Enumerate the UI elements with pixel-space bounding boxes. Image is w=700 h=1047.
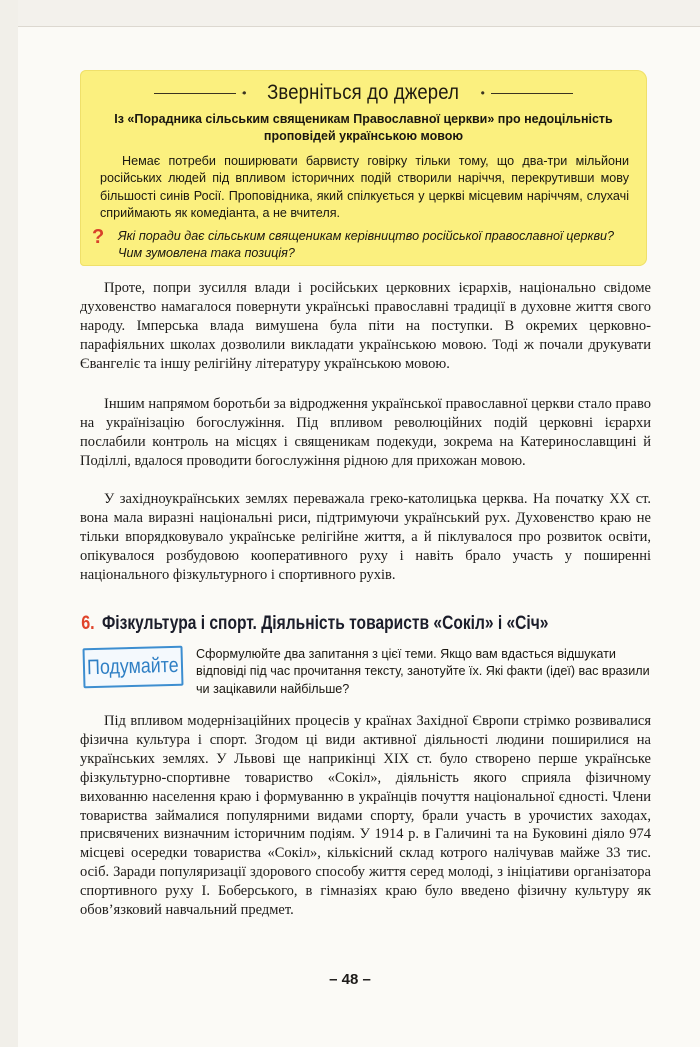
- page-left-edge: [0, 0, 18, 1047]
- think-badge-label: Подумайте: [86, 653, 180, 680]
- page-top-edge: [0, 0, 700, 27]
- header-dot-icon: •: [480, 86, 485, 100]
- section-number: 6.: [81, 613, 95, 634]
- paragraph-4: Під впливом модернізаційних процесів у країнах Західної Європи стрімко розвивалися фізична культура і спорт. Згодом ці види активної діяльності людини поширилися на українських землях. У Львові ще наприкінці ХІХ ст. було створено перше українське фізкультурно-спортивне товариство «Сокіл», діяльність якого сприяла фізичному вихованню населення краю і формуванню в українців почуття національної єдності. Члени товариства займалися популярними видами спорту, брали участь в урочистих заходах, присвячених визначним історичним подіям. У 1914 р. в Галичині та на Буковині діяло 974 місцеві осередки товариства «Сокіл», кількісний склад котрого налічував майже 33 тис. осіб. Заради популяризації здорового способу життя серед молоді, з ініціативи організатора спортивного руху І. Боберського, в гімназіях краю було введено фізичну культуру як обов’язковий навчальний предмет.: [80, 713, 651, 919]
- header-rule-right: [491, 93, 573, 94]
- paragraph-1: Проте, попри зусилля влади і російських церковних ієрархів, національно свідоме духовенство намагалося повернути українські православні традиції в духовне життя свого народу. Імперська влада вимушена була піти на поступки. В окремих церковно-парафіяльних школах дозволили викладати українською мовою. Тоді ж почали друкувати Євангеліє та іншу релігійну літературу українською мовою.: [80, 280, 651, 372]
- think-text: Сформулюйте два запитання з цієї теми. Якщо вам вдасться відшукати відповіді під час прочитання тексту, занотуйте їх. Які факти (ідеї) вас вразили чи зацікавили найбільше?: [196, 647, 650, 696]
- source-subtitle: Із «Порадника сільським священикам Православної церкви» про недоцільність проповідей українською мовою: [114, 112, 613, 143]
- source-title: Зверніться до джерел: [267, 81, 460, 104]
- header-dot-icon: •ּ: [242, 86, 247, 100]
- section-title: Фізкультура і спорт. Діяльність товариств «Сокіл» і «Січ»: [101, 613, 549, 634]
- section-heading: [80, 611, 660, 637]
- source-header: [80, 78, 647, 108]
- source-question: Які поради дає сільським священикам керівництво російської православної церкви? Чим зумовлена така позиція?: [118, 229, 615, 260]
- source-box: [80, 70, 647, 266]
- think-badge: [82, 646, 183, 689]
- paragraph-2: Іншим напрямом боротьби за відродження української православної церкви стало право на українізацію богослужіння. Під впливом революційних подій церковні ієрархи послабили контроль на місцях і священикам подекуди, зокрема на Катеринославщині й Поділлі, вдалося проводити богослужіння рідною для прихожан мовою.: [80, 396, 651, 469]
- paragraph-3: У західноукраїнських землях переважала греко-католицька церква. На початку ХХ ст. вона мала виразні національні риси, підтримуючи український рух. Духовенство краю не тільки впорядковувало українське релігійне життя, а й піклувалося про розвиток освіти, опікувалося розбудовою кооперативного руху і навіть брало участь у поширенні національного фізкультурного і спортивного рухів.: [80, 491, 651, 583]
- page-number: – 48 –: [329, 971, 371, 988]
- source-quote: Немає потреби поширювати барвисту говірку тільки тому, що два-три мільйони російських людей під впливом історичних подій створили наріччя, перекрутивши мову більшості синів Росії. Проповідника, який спілкується у церкві місцевим наріччям, слухачі сприймають як комедіанта, а не вчителя.: [100, 154, 629, 221]
- question-mark-icon: ?: [92, 226, 105, 248]
- header-rule-left: [154, 93, 236, 94]
